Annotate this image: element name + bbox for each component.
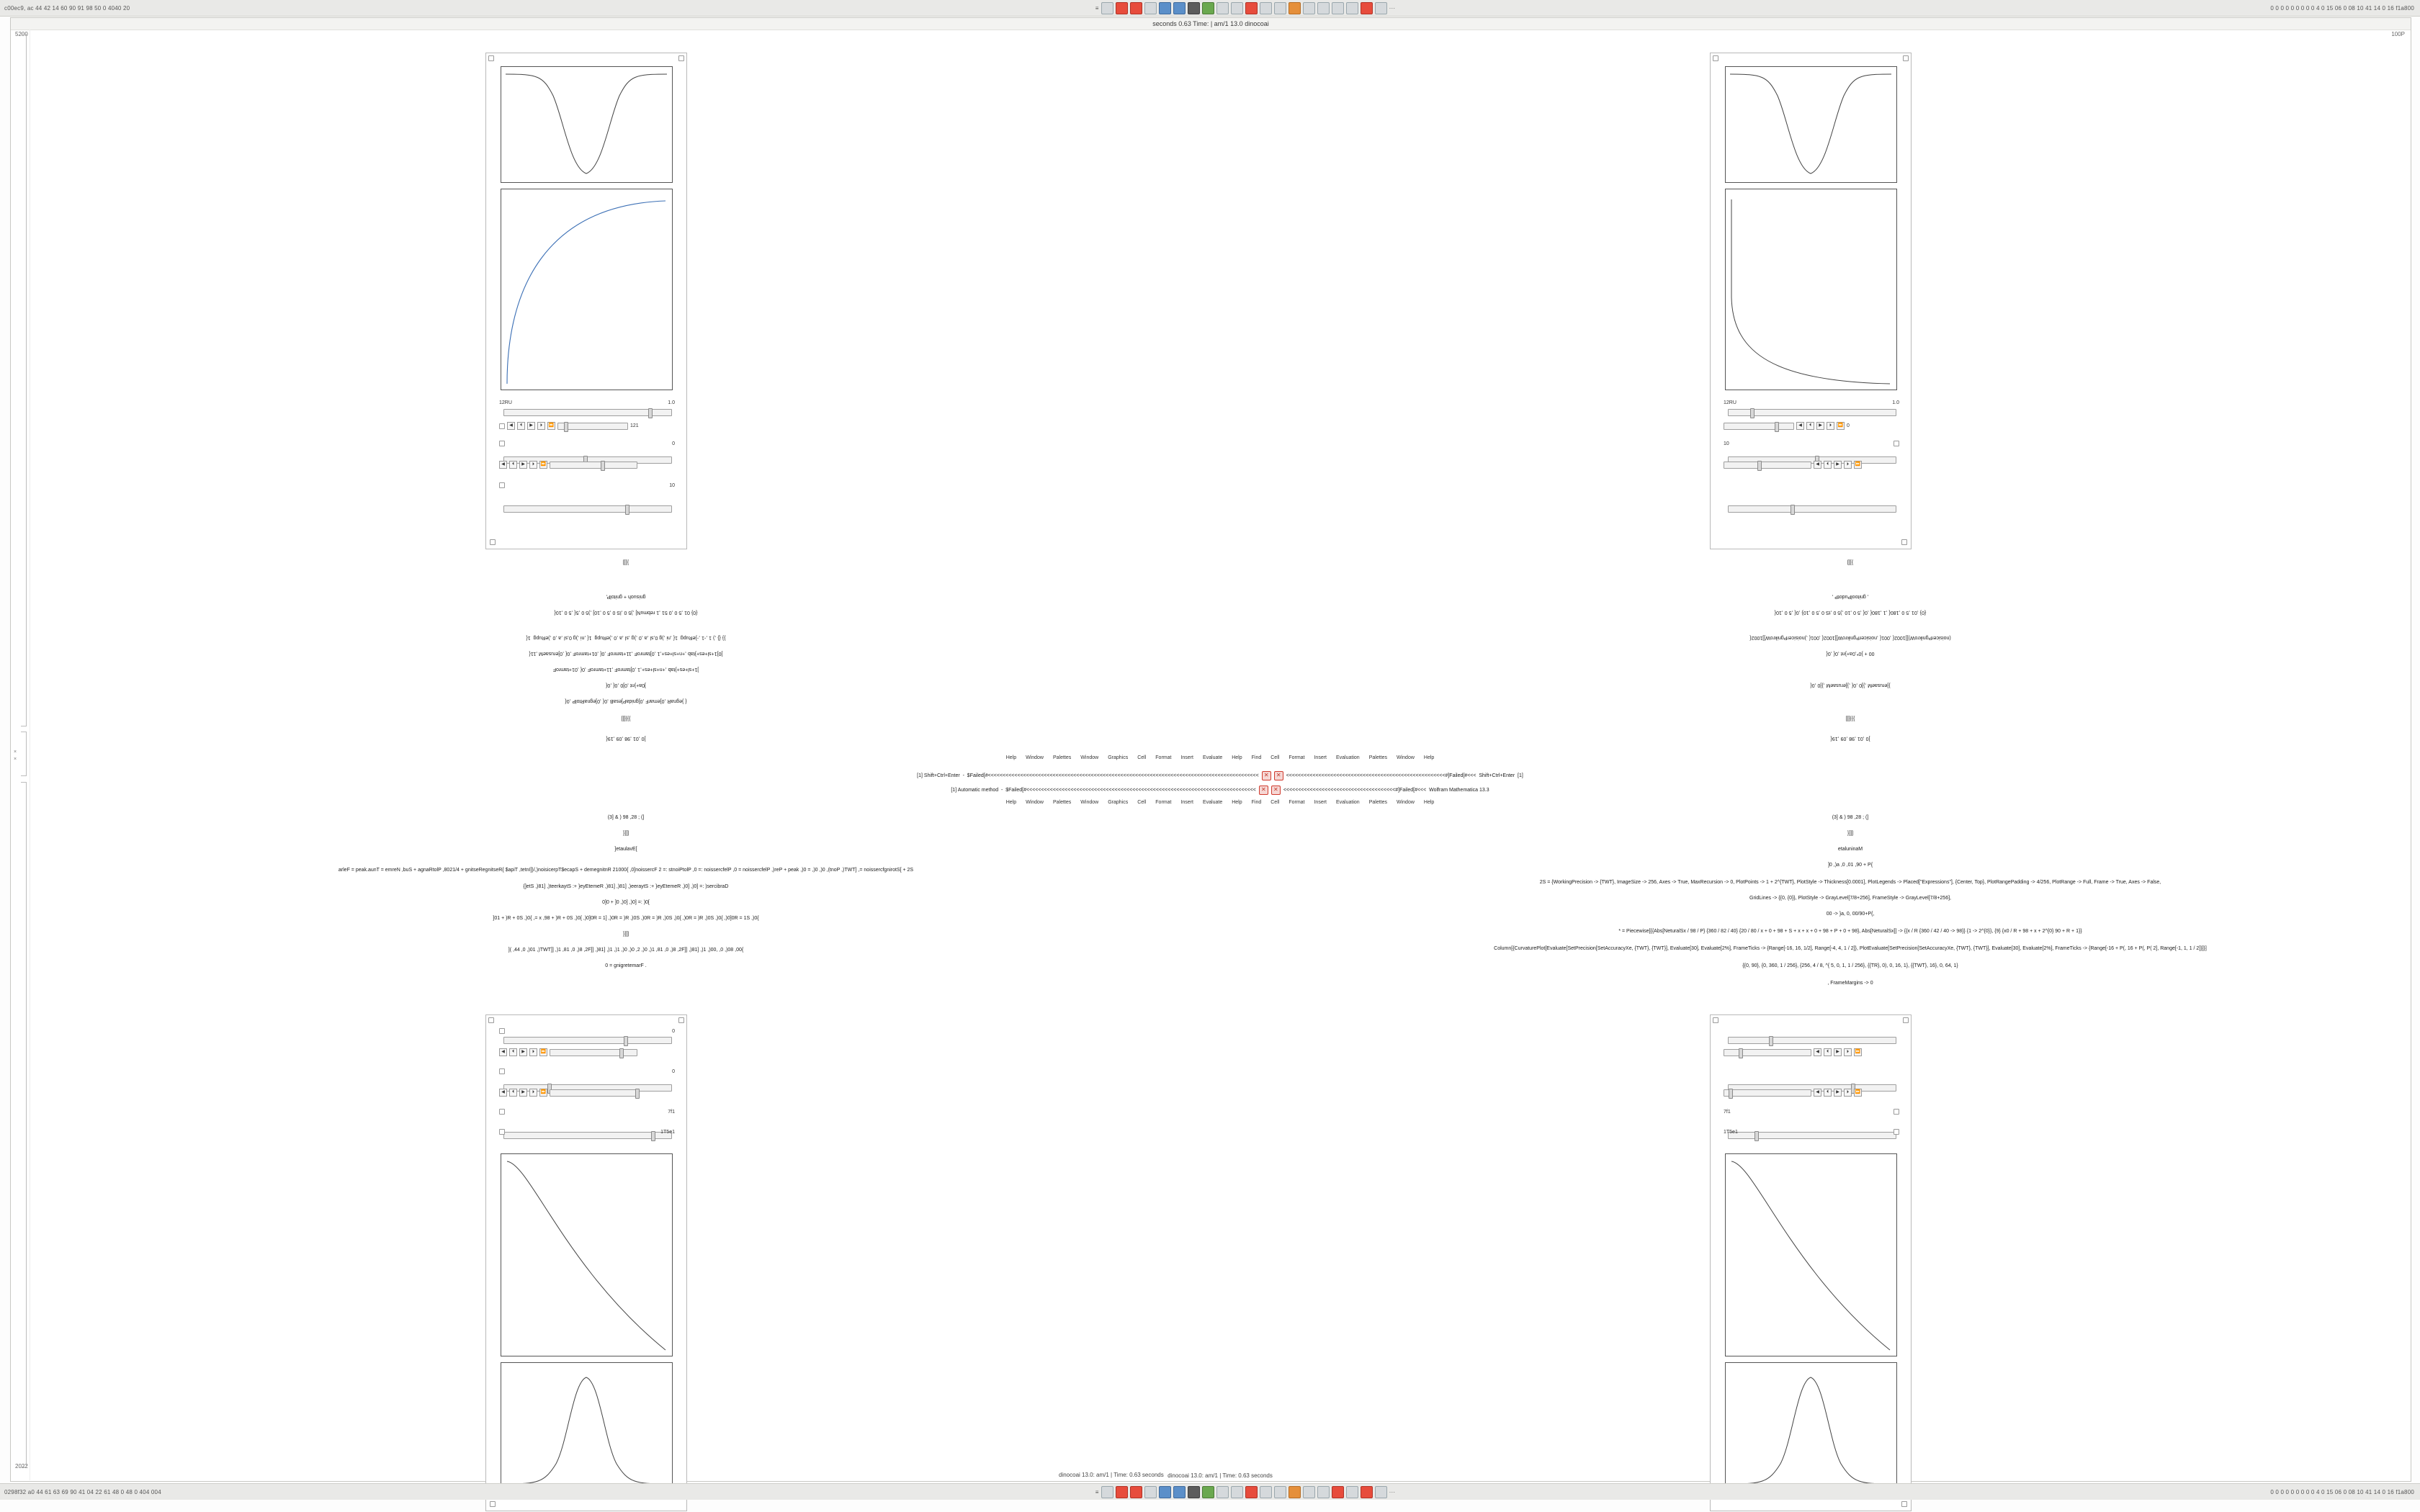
prev-button[interactable]: ◀ [1814,1048,1821,1056]
menu-item-evaluate[interactable]: Evaluate [1202,755,1223,760]
app-icon[interactable] [1101,1486,1113,1498]
menu-item-evaluation[interactable]: Evaluation [1336,755,1360,760]
play-button[interactable]: ▶ [1834,1089,1842,1097]
step-fwd-button[interactable]: ⏵ [529,1089,537,1097]
slider-4[interactable] [550,1089,637,1097]
menu-item-graphics-l[interactable]: Graphics [1108,800,1129,805]
files-icon[interactable] [1159,2,1171,14]
menu-item-insert-l[interactable]: Insert [1180,800,1193,805]
control-dot-icon[interactable] [499,482,505,488]
message-row-2-left: [1] Automatic method - $Failed[#<<<<<<<<<<<<<<<<<<<<<<<<<<<<<<<<<<<<<<<<<<<<<<<<<<<<<<<<<<<<<<<<<<<<<<<<<<<<<< [951,787,1256,793]
clock-icon[interactable] [1361,1486,1373,1498]
br-code-line-6: 00 -> }a, 0, 00/90+P{, [1826,912,1875,917]
step-fwd-button[interactable]: ⏵ [529,1048,537,1056]
control-row-3[interactable] [499,441,675,446]
cloud-icon[interactable] [1332,2,1344,14]
app-icon[interactable] [1101,2,1113,14]
slider-knob[interactable] [1791,505,1795,515]
slider-4[interactable] [1724,462,1811,469]
br-code-line-10: , FrameMargins -> 0 [1827,981,1873,986]
message-row-1-left: [1] Shift+Ctrl+Enter - $Failed[#<<<<<<<<<<<<<<<<<<<<<<<<<<<<<<<<<<<<<<<<<<<<<<<<<<<<<<<<<<<<<<<<<<<<<<<<<<<<<<<<<<<<<<<<<<<< [917,773,1259,778]
music-icon[interactable] [1317,1486,1330,1498]
tr-code-line-0: }]]] [1847,559,1854,564]
prev-button[interactable]: ◀ [1796,422,1804,430]
panel-menu-icon[interactable] [1903,55,1909,61]
menu-item-window-l2[interactable]: Window [1080,800,1099,805]
step-fwd-button[interactable]: ⏵ [1844,1048,1852,1056]
bl-code-line-0: (3] & ) 98 ,28 ; (] [607,815,645,820]
top-panel-right [2177,5,2420,12]
next-button[interactable]: ⏩ [1854,461,1862,469]
br-code-line-1: }]]] [1847,831,1854,836]
control-label-5: 7f1 [668,1109,675,1115]
panel-menu-icon[interactable] [1903,1017,1909,1023]
slider-2[interactable] [557,423,628,430]
bell-curve-plot [1725,66,1897,183]
tr-code-line-4: 00 + }0*,0a+}nt ,0{ ,0{ [1826,651,1875,656]
control-value: 1.0 [668,400,675,405]
record-icon[interactable] [1130,1486,1142,1498]
slider-knob[interactable] [648,408,653,418]
browser-icon[interactable] [1202,2,1214,14]
editor-icon[interactable] [1173,1486,1186,1498]
panel-resize-icon[interactable] [490,539,496,545]
next-button[interactable]: ⏩ [539,1048,547,1056]
next-button[interactable]: ⏩ [1837,422,1845,430]
shield-icon[interactable] [1346,2,1358,14]
slider-5[interactable] [1728,505,1896,513]
menu-item-evaluation-l[interactable]: Evaluation [1336,800,1360,805]
control-label-6: 1T5e1 [660,1129,675,1135]
control-value-3: 10 [1724,441,1729,446]
music-icon[interactable] [1317,2,1330,14]
control-row-6[interactable] [1724,1129,1899,1135]
next-button[interactable]: ⏩ [547,422,555,430]
quarter-arc-plot [501,189,673,390]
br-code-line-5: GridLines -> {{0, {0}}, PlotStyle -> GrayLevel[7/8+256], FrameStyle -> GrayLevel[7/8+256], [1749,896,1951,901]
bl-code-line-9: 0 = gnigretemarF . [605,963,647,968]
menu-item-insert[interactable]: Insert [1180,755,1193,760]
panel-menu-icon[interactable] [678,55,684,61]
record-icon[interactable] [1130,2,1142,14]
cell-marker: × [14,757,17,762]
menu-item-palettes-2[interactable]: Palettes [1368,755,1387,760]
slider-4[interactable] [1724,1089,1811,1097]
manipulate-panel-top-right[interactable] [1710,53,1912,549]
bottom-panel-right [2177,1489,2420,1495]
window-bottom-left-label: 2022 [15,1463,28,1470]
control-row-4[interactable] [499,1089,637,1097]
menu-item-format[interactable]: Format [1155,755,1172,760]
slider-knob[interactable] [601,461,605,471]
bottom-panel-right-text: 0 0 0 0 0 0 0 0 0 4 0 15 06 0 08 10 41 14 0 16 f1a800 [2270,1488,2414,1495]
menu-item-window-l3[interactable]: Window [1397,800,1415,805]
control-row-5[interactable] [1724,1109,1899,1115]
control-row-2[interactable] [499,1048,637,1056]
tr-code-line-1: , gnitoolPudotP , [1832,594,1869,599]
cell-bracket-rail [11,30,30,1480]
tray-overflow-icon-bottom[interactable]: ··· [1389,1488,1396,1495]
menu-item-find[interactable]: Find [1251,755,1262,760]
next-button[interactable]: ⏩ [1854,1048,1862,1056]
prev-button[interactable]: ◀ [499,1089,507,1097]
control-dot-icon[interactable] [1894,1109,1899,1115]
cell-bracket[interactable] [21,34,27,726]
panel-handle-icon[interactable] [488,55,494,61]
step-back-button[interactable]: ⏴ [509,1089,517,1097]
slider-knob[interactable] [1739,1048,1743,1058]
control-value-3: 0 [672,441,675,446]
control-value: 0 [672,1028,675,1034]
cloud-icon[interactable] [1332,1486,1344,1498]
slider-knob[interactable] [564,422,568,432]
tr-code-line-3: (noisicerPgnikroW)]]1002{ ,001{ ,noisicerPgnikroW]]1002{ ,001{ ,)noisicerPgnikroW]]1002{ [1749,635,1951,640]
error-badge[interactable]: ✕ [1259,786,1268,795]
files-icon[interactable] [1159,1486,1171,1498]
error-badge[interactable]: ✕ [1271,786,1281,795]
bottom-panel-left [0,1489,314,1495]
br-code-line-9: {{0, 90}, {0, 360, 1 / 256}, {256, 4 / 8, ^{ 5, 0, 1, 1 / 256}, {{TR}, 0), 0, 16, 1}, {{TWT}, 16}, 0, 64, 1} [1742,963,1958,968]
control-value-3: 0 [672,1068,675,1074]
tl-code-line-4: ]0]1+sl+es+}tab ,+n+sl+es+,1 ,0]tamroF ,11+tamroF ,0{ ,01+tamroF ,0{ ,0]erusaeM ,11{ [529,651,723,656]
tr-code-line-2: {0} ,01 ,5 0 ,180{ ,1 ,180{ ,0{ ,5 0 ,10 ,)5 0 ,tS 0 ,5 0 ,10} ,0{ ,5 0 ,10{ [1774,610,1927,615]
control-dot-icon[interactable] [499,1028,505,1034]
prev-button[interactable]: ◀ [499,1048,507,1056]
error-badge[interactable]: ✕ [1262,771,1271,780]
tl-code-line-0: }]]] [622,559,629,564]
bl-code-line-4: {]etS ,)81] ,)teerkaytS :+ }eyEtemeR ,)81] ,)81] ,)eeraytS :+ }eyEtemeR ,)0] ,)0] =: )sercibraD [523,884,729,889]
editor-icon[interactable] [1173,2,1186,14]
bl-code-line-6: ]01 + )R + 0S ,)0{ ,= x ,98 + )R + 0S ,)0{ ,)0]0R = 1] ,)0R = )R ,)0S ,)0R = )R ,)0S ,)0{ ,)0R = )R ,)0S ,)0{ ,)0]0R = 1S ,)0{ [493,916,759,921]
menu-item-window-2[interactable]: Window [1080,755,1099,760]
decay-curve-plot [501,1153,673,1356]
control-value-2: 0 [1847,423,1850,428]
br-code-line-7: * = Piecewise[{{Abs[NeturalSx / 98 / P} {360 / 82 / 40} {20 / 80 / x + 0 + 98 + S + x + x + 0 + 98 + P + 0 + 98}, Abs[NeturalSx]] -> {{x / R {360 / 42 / 40 -> 98}} {1 -> 2^{0}}, {9} {x0 / R + 98 + x + 2^{0} 90 + R + 1}} [1618,929,2082,934]
br-code-line-2: etaluninaM [1837,847,1863,852]
video-icon[interactable] [1303,1486,1315,1498]
window-icon[interactable] [1144,1486,1157,1498]
shield-icon[interactable] [1346,1486,1358,1498]
slider-2[interactable] [550,1049,637,1056]
chart-icon[interactable] [1231,1486,1243,1498]
play-button[interactable]: ▶ [519,1089,527,1097]
decay-curve-plot [1725,1153,1897,1356]
notes-icon[interactable] [1260,2,1272,14]
control-row-2[interactable] [1724,1048,1862,1056]
control-value: 1.0 [1892,400,1899,405]
mail-icon[interactable] [1245,2,1258,14]
menu-item-help-3[interactable]: Help [1423,755,1435,760]
slider-knob[interactable] [625,505,629,515]
media-icon[interactable] [1216,2,1229,14]
photo-icon[interactable] [1289,1486,1301,1498]
play-button[interactable]: ▶ [1834,461,1842,469]
menu-item-insert-l2[interactable]: Insert [1314,800,1327,805]
br-code-line-3: ]0 ,)a ,0 ,01 ,90 + P{ [1827,863,1873,868]
control-row-3[interactable] [499,1068,675,1074]
control-row-6[interactable] [499,1129,675,1135]
menu-item-window-l[interactable]: Window [1026,800,1044,805]
slider-knob[interactable] [1769,1036,1773,1046]
top-panel-left-text: c00ec9, ac 44 42 14 60 90 91 98 50 0 4040 20 [4,4,130,12]
panel-resize-icon[interactable] [1901,539,1907,545]
menu-item-help-l[interactable]: Help [1005,800,1017,805]
window-top-right-label: 100P [2391,31,2405,37]
control-row-4[interactable] [1724,1089,1862,1097]
menu-item-format-l[interactable]: Format [1155,800,1172,805]
play-button[interactable]: ▶ [1834,1048,1842,1056]
control-dot-icon[interactable] [499,441,505,446]
step-fwd-button[interactable]: ⏵ [1844,1089,1852,1097]
slider-4[interactable] [550,462,637,469]
quarter-arc-plot [1725,189,1897,390]
trash-icon[interactable] [1375,2,1387,14]
control-row-4[interactable] [1724,461,1862,469]
cell-bracket[interactable] [21,732,27,776]
panel-menu-icon[interactable] [678,1017,684,1023]
manipulate-panel-bottom-left[interactable] [485,1014,687,1511]
terminal-icon[interactable] [1188,1486,1200,1498]
tl-code-line-7: { }egnaR ,0]emarF ,0]gnidaP]esaB ,0{ ,0]egnaRtolP ,0{ [565,698,687,703]
photo-icon[interactable] [1289,2,1301,14]
chart-icon[interactable] [1231,2,1243,14]
step-fwd-button[interactable]: ⏵ [529,461,537,469]
window-top-left-label: 5200 [15,31,28,37]
notebook-window [10,17,2411,1482]
tray-label: ≡ [1095,4,1099,12]
menu-bar-upper[interactable] [30,755,2411,760]
play-button[interactable]: ▶ [1816,422,1824,430]
top-panel-tray[interactable] [314,2,2177,14]
control-value-2: 121 [630,423,639,428]
step-back-button[interactable]: ⏴ [509,1048,517,1056]
control-row-2[interactable] [499,422,639,430]
menu-item-cell-l2[interactable]: Cell [1270,800,1280,805]
control-row-5[interactable] [499,482,675,488]
control-row-5[interactable] [499,1109,675,1115]
step-back-button[interactable]: ⏴ [509,461,517,469]
slider-knob[interactable] [619,1048,624,1058]
next-button[interactable]: ⏩ [539,1089,547,1097]
mail-icon[interactable] [1245,1486,1258,1498]
slider-knob[interactable] [1757,461,1762,471]
br-code-line-0: (3] & ) 98 ,28 ; (] [1832,815,1869,820]
bottom-panel-left-text: 0298f32 a0 44 61 63 69 90 41 04 22 61 48 0 48 0 404 004 [4,1488,161,1495]
manipulate-panel-bottom-right[interactable] [1710,1014,1912,1511]
play-button[interactable]: ▶ [519,1048,527,1056]
bl-code-line-8: ]( ,44 ,0 ,)01 ,)TWT]] ,)1 ,81 ,0 ,)8 ,2F]] ,)81] ,)1 ,)1 ,)0 ,)0 ,2 ,)0 ,)1 ,81 ,0 ,)8 ,2F]] ,)81] ,)1 ,)00, ,0 ,)08 ,00{ [508,948,744,953]
calc-icon[interactable] [1274,2,1286,14]
slider-5[interactable] [503,505,672,513]
terminal-icon[interactable] [1188,2,1200,14]
tr-code-line-7: ]0 ,01 ,98 ,09 ,19{ [1830,736,1870,741]
step-fwd-button[interactable]: ⏵ [1844,461,1852,469]
control-row-4[interactable] [499,461,637,469]
control-dot-icon[interactable] [499,423,505,429]
calc-icon[interactable] [1274,1486,1286,1498]
message-row-1-right: <<<<<<<<<<<<<<<<<<<<<<<<<<<<<<<<<<<<<<<<<<<<<<<<<<<<<<#]Failed[#<<< Shift+Ctrl+Enter [1] [1286,773,1523,778]
menu-item-help-l2[interactable]: Help [1232,800,1242,805]
tl-code-line-2: {0} 01 ,5 0 ,0 51 ,1 rebmuN] ,)5 0 ,lS 0 ,5 0 ,10] ,)5 0 ,5{ ,5 0 ,10{ [554,610,698,615]
trash-icon[interactable] [1375,1486,1387,1498]
step-back-button[interactable]: ⏴ [1824,461,1832,469]
step-back-button[interactable]: ⏴ [1806,422,1814,430]
control-label: 12RU [499,400,512,405]
step-fwd-button[interactable]: ⏵ [537,422,545,430]
slider-knob[interactable] [624,1036,628,1046]
br-code-line-8: Column[{CurvaturePlot[Evaluate[SetPrecision[SetAccuracyXe, {TWT}, {TWT}], Evaluate[30], Evaluate[2%], FrameTicks -> {Range[-16, 16, 1/2], Range[-4, 4, 1 / 2]}, PlotEvaluate[SetPrecision[SetAccuracyXe, {TWT}, {TWT}], Evaluate[30], Evaluate[2%], FrameTicks -> {Range[-16 + P(, 16 + P(, P( 2], Range[-1, 1, 1 / 2]}]}] [1494,946,2207,951]
browser-icon[interactable] [1202,1486,1214,1498]
br-code-line-4: 2S = {WorkingPrecision -> {TWT}, ImageSize -> 256, Axes -> True, MaxRecursion -> 0, PlotPoints -> 1 + 2^{TWT}, PlotStyle -> Thickness[0.0001], PlotLegends -> Placed["Expressions"], {Center, Top}, PlotRangePadding -> 4/256, PlotRange -> Full, Frame -> True, Axes -> False, [1539,880,2161,885]
top-panel-left [0,5,314,12]
control-dot-icon[interactable] [499,1109,505,1115]
cell-bracket[interactable] [21,782,27,1467]
step-back-button[interactable]: ⏴ [1824,1048,1832,1056]
tr-code-line-5: }]erusaeM ,}]0 ,0{ ,}]erusaeM ,}]0 ,0{ [1810,683,1891,688]
menu-item-palettes[interactable]: Palettes [1053,755,1072,760]
step-back-button[interactable]: ⏴ [517,422,525,430]
control-label-5: 7f1 [1724,1109,1731,1115]
error-badge[interactable]: ✕ [1274,771,1283,780]
menu-item-help[interactable]: Help [1005,755,1017,760]
next-button[interactable]: ⏩ [539,461,547,469]
menu-item-help-l3[interactable]: Help [1423,800,1435,805]
play-button[interactable]: ▶ [527,422,535,430]
bl-code-line-7: }]]] [622,932,629,937]
bl-code-line-5: 0]0 + ]0 ,)0] ,)0] =: )0[ [602,900,650,905]
play-button[interactable]: ▶ [519,461,527,469]
tr-code-line-6: }}}]]] [1845,716,1855,721]
slider-knob[interactable] [635,1089,640,1099]
prev-button[interactable]: ◀ [499,461,507,469]
control-dot-icon[interactable] [499,1129,505,1135]
menu-item-cell-2[interactable]: Cell [1270,755,1280,760]
tl-code-line-1: gnisuoh + gnitolP, [606,594,646,599]
control-value-5: 10 [669,482,675,488]
window-icon[interactable] [1144,2,1157,14]
slider-1[interactable] [1728,409,1896,416]
control-dot-icon[interactable] [499,1068,505,1074]
prev-button[interactable]: ◀ [1814,461,1821,469]
clock-icon[interactable] [1361,2,1373,14]
top-panel-right-text: 0 0 0 0 0 0 0 0 0 4 0 15 06 0 08 10 41 14 0 16 f1a800 [2270,4,2414,12]
menu-item-palettes-l[interactable]: Palettes [1053,800,1072,805]
control-row-3[interactable] [1724,441,1899,446]
next-button[interactable]: ⏩ [1854,1089,1862,1097]
notebook-content [30,30,2411,1480]
menu-item-insert-2[interactable]: Insert [1314,755,1327,760]
tl-code-line-3: }} {} ,) 1 ,-1 ,-}eRupg 1{ ,ni ,)g 0,sl ,a ,0 ,)g ,sl ,a ,0 ,)eRupg 1{ ,ni ,)g 0,sl ,a ,0 ,)eRupg 1{ [526,635,726,640]
panel-handle-icon[interactable] [488,1017,494,1023]
desktop-bottom-panel [0,1483,2420,1500]
control-dot-icon[interactable] [1894,1129,1899,1135]
menu-item-graphics[interactable]: Graphics [1108,755,1129,760]
control-row-1[interactable] [1724,400,1899,405]
slider-1[interactable] [1728,1037,1896,1044]
menu-item-window-3[interactable]: Window [1397,755,1415,760]
menu-item-find-l[interactable]: Find [1251,800,1262,805]
menu-item-evaluate-l[interactable]: Evaluate [1202,800,1223,805]
tl-code-line-6: ]0a+}nt ,0]0 ,0{ ,0{ [606,683,646,688]
menu-item-format-l2[interactable]: Format [1289,800,1305,805]
tl-code-line-9: ]0 ,01 ,98 ,09 ,19{ [606,736,646,741]
message-row-1 [30,768,2411,783]
menu-item-help-2[interactable]: Help [1232,755,1242,760]
manipulate-panel-top-left[interactable] [485,53,687,549]
cell-marker: × [14,750,17,755]
step-fwd-button[interactable]: ⏵ [1827,422,1834,430]
menu-item-cell[interactable]: Cell [1137,755,1147,760]
menu-item-cell-l[interactable]: Cell [1137,800,1147,805]
bl-code-line-3: arleF = peak.aunT = emreN ,buS + agnaRtolP ,8021/4 + gnitseRegnitseR{ $apiT ,tetnI]}/,)noisicerpT$ecapS + demegnitnR 21000{ ,0]noissercF 2 =: stnoiPtolP ,0 =: noissercfelP ,0 = noissercfelP ,)reP + peak ,)0 = ,)0 ,)0 ,(tnoP ,)TWT] ,= noissercfgnirotS[ + 2S [338,868,914,873]
settings-icon[interactable] [1116,1486,1128,1498]
panel-resize-icon[interactable] [490,1501,496,1507]
bl-code-line-1: }]]] [622,831,629,836]
control-row-2[interactable] [1724,422,1850,430]
panel-resize-icon[interactable] [1901,1501,1907,1507]
tray-label-bottom: ≡ [1095,1488,1099,1495]
slider-2[interactable] [1724,423,1794,430]
notes-icon[interactable] [1260,1486,1272,1498]
slider-knob[interactable] [1775,422,1779,432]
menu-item-palettes-l2[interactable]: Palettes [1368,800,1387,805]
control-dot-icon[interactable] [1894,441,1899,446]
slider-2[interactable] [1724,1049,1811,1056]
control-label: 12RU [1724,400,1736,405]
slider-knob[interactable] [1729,1089,1733,1099]
media-icon[interactable] [1216,1486,1229,1498]
tl-code-line-8: }}}]]] [621,716,631,721]
control-row-1[interactable] [499,400,675,405]
notebook-status-bar: dinocoai 13.0: am/1 | Time: 0.63 seconds [1168,1472,1273,1479]
bell-curve-plot [501,66,673,183]
video-icon[interactable] [1303,2,1315,14]
prev-button[interactable]: ◀ [507,422,515,430]
menu-bar-lower[interactable] [30,800,2411,805]
bottom-panel-tray[interactable] [314,1486,2177,1498]
tray-overflow-icon[interactable]: ··· [1389,4,1396,12]
tl-code-line-5: ]1+sl+es+}tab ,+n+sl+es+,1 ,0]tamroF ,11+tamroF ,0{ ,01+tamroF [552,667,699,672]
desktop-top-panel [0,0,2420,17]
bl-code-line-2: ]etaulavE[ [614,847,637,852]
step-back-button[interactable]: ⏴ [1824,1089,1832,1097]
control-row-1[interactable] [499,1028,675,1034]
slider-1[interactable] [503,409,672,416]
menu-item-format-2[interactable]: Format [1289,755,1305,760]
slider-1[interactable] [503,1037,672,1044]
settings-icon[interactable] [1116,2,1128,14]
message-row-2 [30,783,2411,797]
panel-handle-icon[interactable] [1713,55,1718,61]
slider-knob[interactable] [1750,408,1754,418]
control-label-6: 1T5e1 [1724,1129,1738,1135]
menu-item-window[interactable]: Window [1026,755,1044,760]
bottom-status-text: dinocoai 13.0: am/1 | Time: 0.63 seconds [1059,1472,1164,1478]
panel-handle-icon[interactable] [1713,1017,1718,1023]
prev-button[interactable]: ◀ [1814,1089,1821,1097]
window-title: seconds 0.63 Time: | am/1 13.0 dinocoai [11,18,2411,30]
message-row-2-right: <<<<<<<<<<<<<<<<<<<<<<<<<<<<<<<<<<<<<<#]Failed[#<<< Wolfram Mathematica 13.3 [1283,787,1489,793]
